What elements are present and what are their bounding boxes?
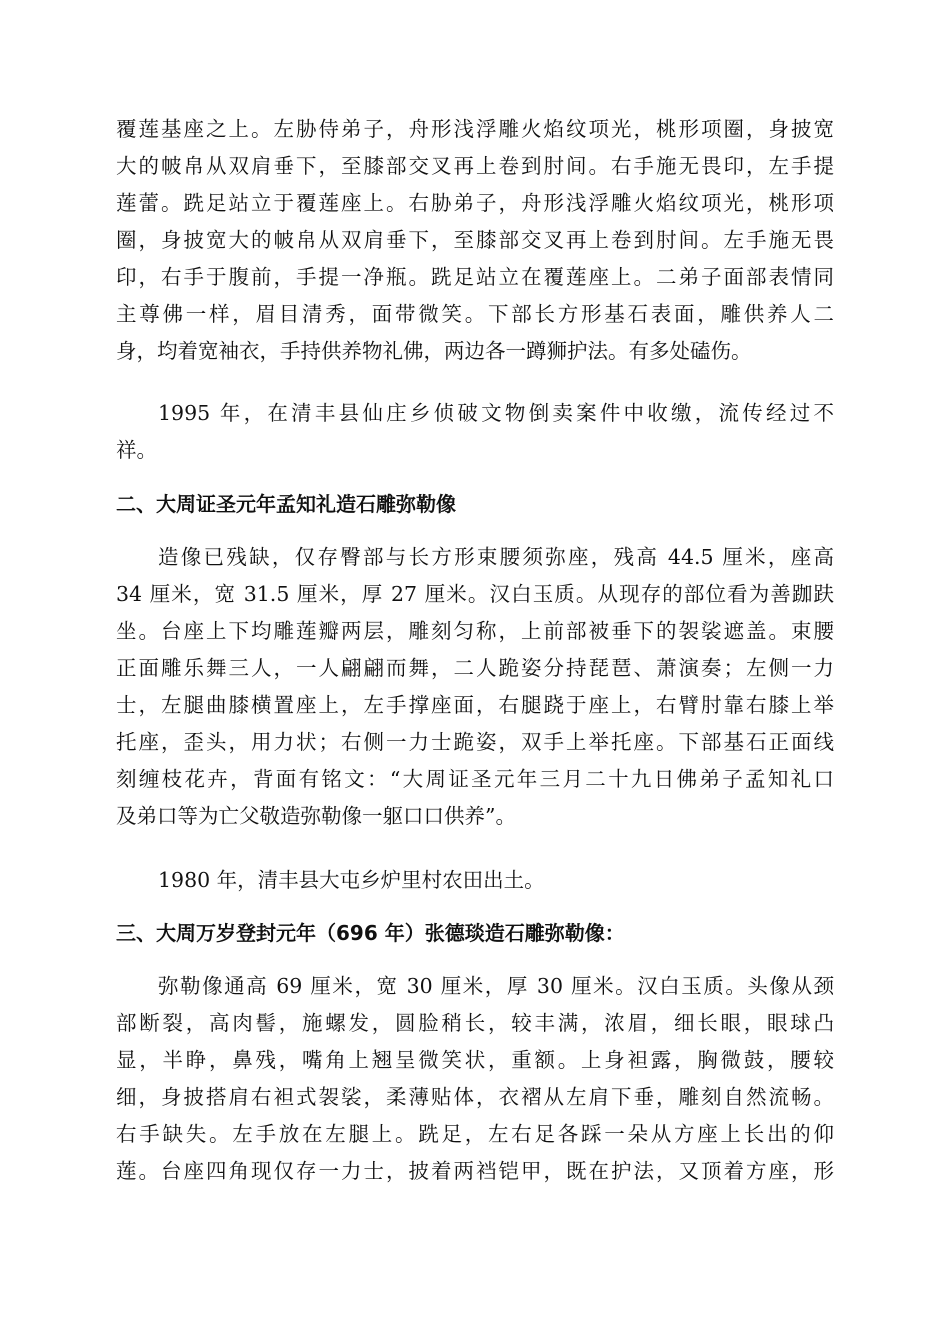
text-line: 细，身披搭肩右袒式袈裟，柔薄贴体，衣褶从左肩下垂，雕刻自然流畅。 [116,1085,834,1109]
paragraph-continued [116,111,834,370]
text-line: 显，半睁，鼻残，嘴角上翘呈微笑状，重额。上身袒露，胸微鼓，腰较 [116,1048,834,1072]
text-line: 弥勒像通高 69 厘米，宽 30 厘米，厚 30 厘米。汉白玉质。头像从颈 [158,974,834,998]
text-line: 1980 年，清丰县大屯乡炉里村农田出土。 [158,868,545,892]
paragraph-provenance-1 [116,395,834,469]
text-line: 士，左腿曲膝横置座上，左手撑座面，右腿跷于座上，右臂肘靠右膝上举 [116,693,834,717]
heading-text: 二、大周证圣元年孟知礼造石雕弥勒像 [116,492,456,516]
text-line: 坐。台座上下均雕莲瓣两层，雕刻匀称，上前部被垂下的袈裟遮盖。束腰 [116,619,834,643]
paragraph-description-2 [116,539,834,835]
text-line: 右手缺失。左手放在左腿上。跣足，左右足各踩一朵从方座上长出的仰 [116,1122,834,1146]
text-line: 覆莲基座之上。左胁侍弟子，舟形浅浮雕火焰纹项光，桃形项圈，身披宽 [116,117,834,141]
text-line: 圈，身披宽大的帔帛从双肩垂下，至膝部交叉再上卷到肘间。左手施无畏 [116,228,834,252]
text-line: 托座，歪头，用力状；右侧一力士跪姿，双手上举托座。下部基石正面线 [116,730,834,754]
text-line: 祥。 [116,438,157,462]
paragraph-provenance-2 [116,862,834,899]
heading-text: 三、大周万岁登封元年（696 年）张德琰造石雕弥勒像： [116,921,625,945]
text-line: 34 厘米，宽 31.5 厘米，厚 27 厘米。汉白玉质。从现存的部位看为善跏趺 [116,582,834,606]
text-line: 主尊佛一样，眉目清秀，面带微笑。下部长方形基石表面，雕供养人二 [116,302,834,326]
text-line: 莲蕾。跣足站立于覆莲座上。右胁弟子，舟形浅浮雕火焰纹项光，桃形项 [116,191,834,215]
text-line: 及弟口等为亡父敬造弥勒像一躯口口供养”。 [116,804,516,828]
text-line: 身，均着宽袖衣，手持供养物礼佛，两边各一蹲狮护法。有多处磕伤。 [116,339,752,363]
paragraph-description-3 [116,968,834,1190]
section-heading-2 [116,486,834,523]
text-line: 印，右手于腹前，手提一净瓶。跣足站立在覆莲座上。二弟子面部表情同 [116,265,834,289]
section-heading-3 [116,915,834,952]
text-line: 部断裂，高肉髻，施螺发，圆脸稍长，较丰满，浓眉，细长眼，眼球凸 [116,1011,834,1035]
text-line: 造像已残缺，仅存臀部与长方形束腰须弥座，残高 44.5 厘米，座高 [158,545,834,569]
text-line: 正面雕乐舞三人，一人翩翩而舞，二人跪姿分持琵琶、萧演奏；左侧一力 [116,656,834,680]
text-line: 1995 年，在清丰县仙庄乡侦破文物倒卖案件中收缴，流传经过不 [158,401,834,425]
text-line: 大的帔帛从双肩垂下，至膝部交叉再上卷到肘间。右手施无畏印，左手提 [116,154,834,178]
text-line: 莲。台座四角现仅存一力士，披着两裆铠甲，既在护法，又顶着方座，形 [116,1159,834,1183]
text-line: 刻缠枝花卉，背面有铭文：“大周证圣元年三月二十九日佛弟子孟知礼口 [116,767,834,791]
